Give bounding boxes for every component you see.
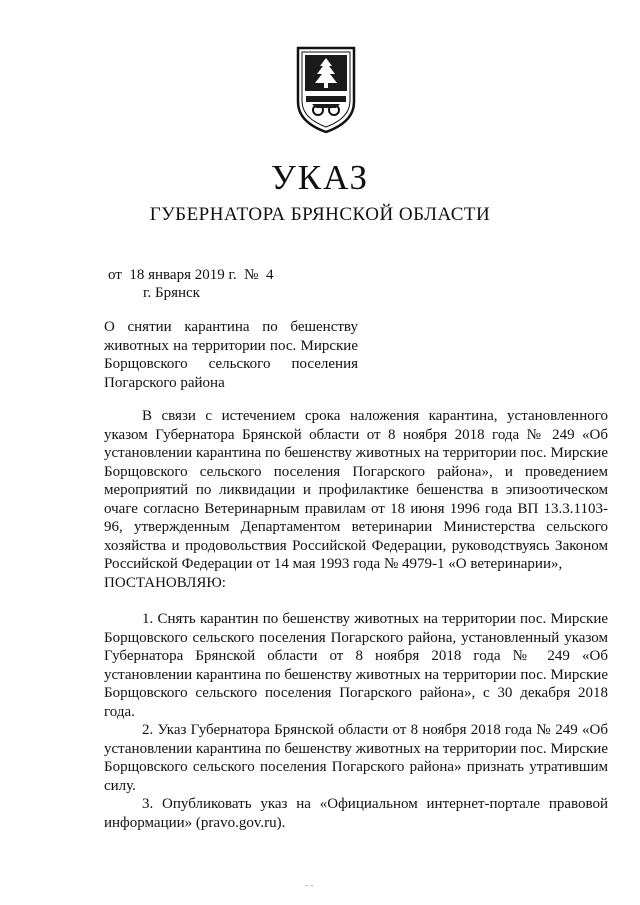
coat-of-arms-icon [294,44,358,134]
decree-subject: О снятии карантина по бешенству животных на территории пос. Мирские Борщовского сельского поселения Погарского района [104,319,358,391]
decree-body [104,407,608,832]
preamble-paragraph: В связи с истечением срока наложения карантина, установленного указом Губернатора Брянской области от 8 ноября 2018 года № 249 «Об установлении карантина по бешенству животных на территории пос. Мирские Борщовского сельского поселения Погарского района», и проведением мероприятий по ликвидации и профилактике бешенства в эпизоотическом очаге согласно Ветеринарным правилам от 18 июня 1996 года ВП 13.3.1103-96, утвержденным Департаментом ветеринарии Министерства сельского хозяйства и продовольствия Российской Федерации, руководствуясь Законом Российской Федерации от 14 мая 1993 года № 4979-1 «О ветеринарии», [104,408,608,572]
page-marker: - - [305,880,314,890]
decree-item: 1. Снять карантин по бешенству животных на территории пос. Мирские Борщовского сельского поселения Погарского района, установленный указом Губернатора Брянской области от 8 ноября 2018 года № 249 «Об установлении карантина по бешенству животных на территории пос. Мирские Борщовского сельского поселения Погарского района», с 30 декабря 2018 года. [104,611,608,720]
decree-date-number: от 18 января 2019 г. № 4 [108,267,274,283]
decree-city: г. Брянск [143,285,200,301]
document-title: УКАЗ [270,158,370,197]
decree-item: 2. Указ Губернатора Брянской области от 8 ноября 2018 года № 249 «Об установлении карантина по бешенству животных на территории пос. Мирские Борщовского сельского поселения Погарского района» признать утратившим силу. [104,722,608,794]
document-subtitle: ГУБЕРНАТОРА БРЯНСКОЙ ОБЛАСТИ [149,204,491,225]
decree-item: 3. Опубликовать указ на «Официальном интернет-портале правовой информации» (pravo.gov.ru). [104,796,608,831]
decree-word: ПОСТАНОВЛЯЮ: [104,574,226,591]
